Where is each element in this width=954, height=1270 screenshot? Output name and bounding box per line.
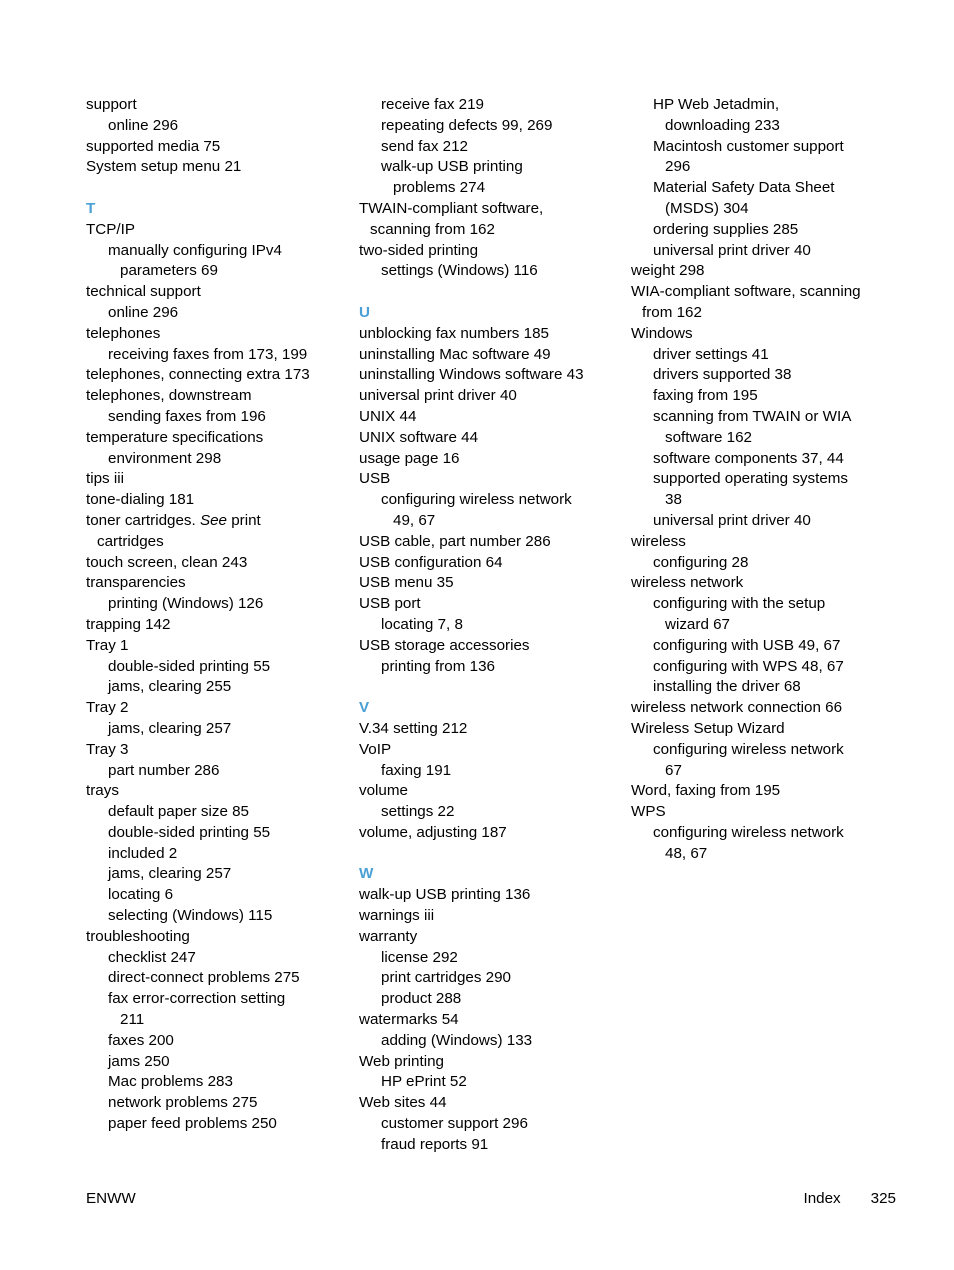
index-entry: Tray 2: [86, 699, 129, 717]
index-subentry: 49, 67: [393, 511, 436, 529]
index-subentry: send fax 212: [381, 137, 468, 155]
index-subentry: online 296: [108, 116, 179, 134]
index-letter-heading: V: [359, 699, 370, 717]
index-subentry: configuring with USB 49, 67: [653, 636, 841, 654]
index-subentry: sending faxes from 196: [108, 407, 266, 425]
index-subentry: scanning from TWAIN or WIA: [653, 407, 852, 425]
index-entry: wireless: [631, 532, 686, 550]
index-subentry: receiving faxes from 173, 199: [108, 345, 308, 363]
index-subentry: settings 22: [381, 803, 455, 821]
index-subentry: 48, 67: [665, 844, 708, 862]
index-entry: supported media 75: [86, 137, 221, 155]
index-subentry: problems 274: [393, 179, 486, 197]
index-subentry: configuring wireless network: [653, 740, 844, 758]
index-subentry: fraud reports 91: [381, 1135, 489, 1153]
index-subentry: receive fax 219: [381, 96, 484, 113]
index-entry: V.34 setting 212: [359, 719, 468, 737]
index-column-2: [359, 95, 621, 1156]
index-subentry: selecting (Windows) 115: [108, 907, 273, 925]
index-subentry: double-sided printing 55: [108, 823, 271, 841]
index-subentry: HP ePrint 52: [381, 1073, 467, 1091]
index-entry: USB: [359, 470, 391, 488]
index-subentry: configuring 28: [653, 553, 749, 571]
index-entry: Web sites 44: [359, 1094, 447, 1112]
index-entry: watermarks 54: [359, 1011, 459, 1029]
index-entry: Web printing: [359, 1052, 444, 1070]
index-subentry: checklist 247: [108, 948, 196, 966]
index-subentry: adding (Windows) 133: [381, 1031, 533, 1049]
index-entry: trays: [86, 782, 119, 800]
index-entry: troubleshooting: [86, 927, 190, 945]
index-entry: volume, adjusting 187: [359, 823, 507, 841]
index-subentry: configuring wireless network: [653, 823, 844, 841]
index-subentry: Macintosh customer support: [653, 137, 844, 155]
index-entry: USB configuration 64: [359, 553, 503, 571]
index-entry: USB menu 35: [359, 574, 454, 592]
index-entry: Word, faxing from 195: [631, 782, 781, 800]
index-entry: transparencies: [86, 574, 186, 592]
index-subentry: installing the driver 68: [653, 678, 801, 696]
index-entry: WPS: [631, 803, 666, 821]
index-subentry: parameters 69: [120, 262, 218, 280]
index-subentry: default paper size 85: [108, 803, 250, 821]
footer-left: ENWW: [86, 1190, 136, 1207]
index-entry: temperature specifications: [86, 428, 264, 446]
index-entry: Tray 3: [86, 740, 129, 758]
index-entry: warnings iii: [359, 907, 435, 925]
index-subentry: downloading 233: [665, 116, 780, 134]
index-subentry: jams 250: [108, 1052, 170, 1070]
index-subentry: supported operating systems: [653, 470, 849, 488]
index-entry: USB cable, part number 286: [359, 532, 551, 550]
index-letter-heading: U: [359, 303, 370, 321]
index-subentry: Mac problems 283: [108, 1073, 233, 1091]
index-subentry: paper feed problems 250: [108, 1115, 277, 1133]
index-subentry: HP Web Jetadmin,: [653, 96, 780, 113]
index-entry: weight 298: [631, 262, 705, 280]
index-subentry: configuring with WPS 48, 67: [653, 657, 844, 675]
index-entry: telephones, downstream: [86, 387, 252, 405]
index-entry: trapping 142: [86, 615, 171, 633]
index-letter-heading: T: [86, 199, 96, 217]
index-entry: tone-dialing 181: [86, 491, 195, 509]
index-subentry: part number 286: [108, 761, 220, 779]
index-entry: telephones, connecting extra 173: [86, 366, 310, 384]
index-entry: UNIX software 44: [359, 428, 479, 446]
index-subentry: repeating defects 99, 269: [381, 116, 553, 134]
index-entry: USB storage accessories: [359, 636, 530, 654]
index-subentry: included 2: [108, 844, 178, 862]
index-subentry: printing (Windows) 126: [108, 595, 264, 613]
index-entry: UNIX 44: [359, 407, 417, 425]
index-letter-heading: W: [359, 865, 374, 883]
index-entry: telephones: [86, 324, 161, 342]
index-entry: WIA-compliant software, scanning: [631, 283, 861, 301]
index-subentry: walk-up USB printing: [381, 158, 523, 176]
index-subentry: configuring wireless network: [381, 491, 572, 509]
index-subentry: manually configuring IPv4: [108, 241, 282, 259]
index-entry: System setup menu 21: [86, 158, 242, 176]
index-entry: TCP/IP: [86, 220, 135, 238]
index-entry: Windows: [631, 324, 693, 342]
index-subentry: 67: [665, 761, 682, 779]
index-entry: TWAIN-compliant software,: [359, 199, 544, 217]
index-entry: technical support: [86, 283, 201, 301]
index-subentry: from 162: [642, 303, 702, 321]
index-subentry: software 162: [665, 428, 752, 446]
index-subentry: locating 6: [108, 886, 174, 904]
index-subentry: network problems 275: [108, 1094, 258, 1112]
index-subentry: universal print driver 40: [653, 511, 811, 529]
index-entry: Tray 1: [86, 636, 129, 654]
index-entry: unblocking fax numbers 185: [359, 324, 549, 342]
index-subentry: direct-connect problems 275: [108, 969, 300, 987]
index-subentry: online 296: [108, 303, 179, 321]
index-entry: touch screen, clean 243: [86, 553, 248, 571]
index-entry: tips iii: [86, 470, 124, 488]
index-column-3: [631, 95, 893, 864]
index-subentry: print cartridges 290: [381, 969, 512, 987]
index-entry: uninstalling Windows software 43: [359, 366, 584, 384]
index-subentry: printing from 136: [381, 657, 495, 675]
index-subentry: (MSDS) 304: [665, 199, 749, 217]
index-entry: USB port: [359, 595, 421, 613]
index-entry: walk-up USB printing 136: [359, 886, 531, 904]
index-subentry: software components 37, 44: [653, 449, 844, 467]
index-entry: volume: [359, 782, 408, 800]
index-subentry: 296: [665, 158, 691, 176]
index-subentry: jams, clearing 257: [108, 719, 232, 737]
index-subentry: locating 7, 8: [381, 615, 463, 633]
footer-section: Index: [803, 1190, 841, 1207]
index-subentry: license 292: [381, 948, 458, 966]
index-subentry: customer support 296: [381, 1115, 528, 1133]
index-subentry: double-sided printing 55: [108, 657, 271, 675]
index-subentry: jams, clearing 257: [108, 865, 232, 883]
index-subentry: faxing 191: [381, 761, 452, 779]
index-entry: VoIP: [359, 740, 392, 758]
index-subentry: environment 298: [108, 449, 222, 467]
index-entry: support: [86, 96, 137, 113]
index-subentry: ordering supplies 285: [653, 220, 799, 238]
index-entry: Wireless Setup Wizard: [631, 719, 785, 737]
index-subentry: jams, clearing 255: [108, 678, 232, 696]
index-subentry: 38: [665, 491, 682, 509]
footer-right: [804, 1189, 897, 1209]
index-subentry: product 288: [381, 990, 462, 1008]
index-subentry: settings (Windows) 116: [381, 262, 538, 280]
index-subentry: faxes 200: [108, 1031, 174, 1049]
index-entry: uninstalling Mac software 49: [359, 345, 551, 363]
index-subentry: scanning from 162: [370, 220, 495, 238]
index-entry: warranty: [359, 927, 418, 945]
index-subentry: 211: [120, 1011, 145, 1029]
index-entry: wireless network connection 66: [631, 699, 843, 717]
index-subentry: Material Safety Data Sheet: [653, 179, 835, 197]
index-column-1: [86, 95, 348, 1135]
index-subentry: drivers supported 38: [653, 366, 792, 384]
index-entry: toner cartridges. See print: [86, 511, 261, 529]
index-subentry: faxing from 195: [653, 387, 758, 405]
index-subentry: driver settings 41: [653, 345, 769, 363]
index-entry: universal print driver 40: [359, 387, 517, 405]
index-subentry: cartridges: [97, 532, 164, 550]
index-subentry: wizard 67: [665, 615, 730, 633]
index-subentry: fax error-correction setting: [108, 990, 286, 1008]
index-entry: usage page 16: [359, 449, 460, 467]
index-subentry: universal print driver 40: [653, 241, 811, 259]
page-number: 325: [870, 1190, 896, 1207]
index-entry: wireless network: [631, 574, 744, 592]
index-entry: two-sided printing: [359, 241, 479, 259]
index-subentry: configuring with the setup: [653, 595, 826, 613]
